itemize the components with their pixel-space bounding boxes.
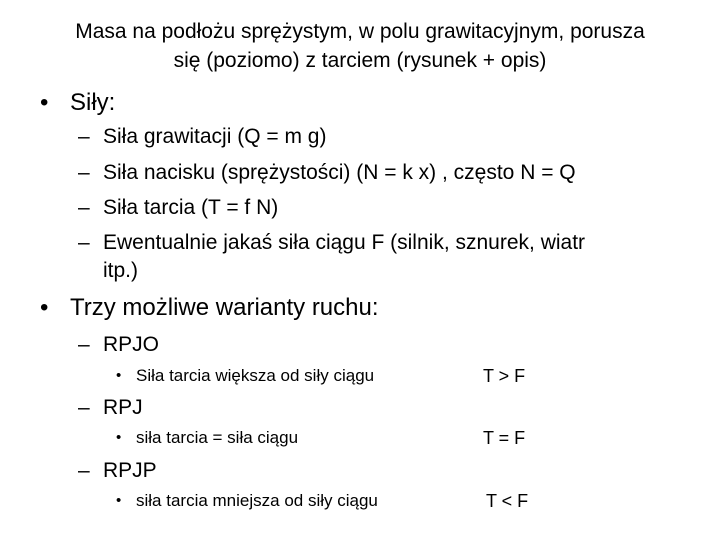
force-item-4-line-1: Ewentualnie jakaś siła ciągu F (silnik, sznurek, wiatr xyxy=(103,231,586,254)
variant-dot-1: • xyxy=(116,367,122,384)
variant-dash-1: – xyxy=(78,333,90,356)
force-item-1: Siła grawitacji (Q = m g) xyxy=(103,125,327,148)
variant-condition-2: siła tarcia = siła ciągu xyxy=(136,428,299,447)
force-item-2: Siła nacisku (sprężystości) (N = k x) , często N = Q xyxy=(103,161,576,184)
slide-title xyxy=(20,17,700,75)
force-dash-1: – xyxy=(78,125,90,148)
force-dash-3: – xyxy=(78,196,90,219)
title-line-2: się (poziomo) z tarciem (rysunek + opis) xyxy=(173,49,547,72)
variant-dot-3: • xyxy=(116,492,122,509)
variant-name-3: RPJP xyxy=(103,459,157,482)
variant-name-1: RPJO xyxy=(103,333,160,356)
force-item-3: Siła tarcia (T = f N) xyxy=(103,196,279,219)
variant-dot-2: • xyxy=(116,429,122,446)
variant-name-2: RPJ xyxy=(103,396,143,419)
forces-bullet: • xyxy=(40,89,49,116)
variant-relation-1: T > F xyxy=(483,366,526,386)
variant-condition-3: siła tarcia mniejsza od siły ciągu xyxy=(136,491,378,510)
forces-heading: Siły: xyxy=(70,89,116,116)
force-dash-2: – xyxy=(78,161,90,184)
title-line-1: Masa na podłożu sprężystym, w polu grawitacyjnym, porusza xyxy=(75,20,645,43)
variant-relation-2: T = F xyxy=(483,428,526,448)
variant-dash-3: – xyxy=(78,459,90,482)
variant-condition-1: Siła tarcia większa od siły ciągu xyxy=(136,366,375,385)
motion-bullet: • xyxy=(40,294,49,321)
variant-dash-2: – xyxy=(78,396,90,419)
force-dash-4: – xyxy=(78,231,90,254)
variant-relation-3: T < F xyxy=(486,491,529,511)
force-item-4-line-2: itp.) xyxy=(103,259,139,282)
motion-heading: Trzy możliwe warianty ruchu: xyxy=(70,294,379,321)
